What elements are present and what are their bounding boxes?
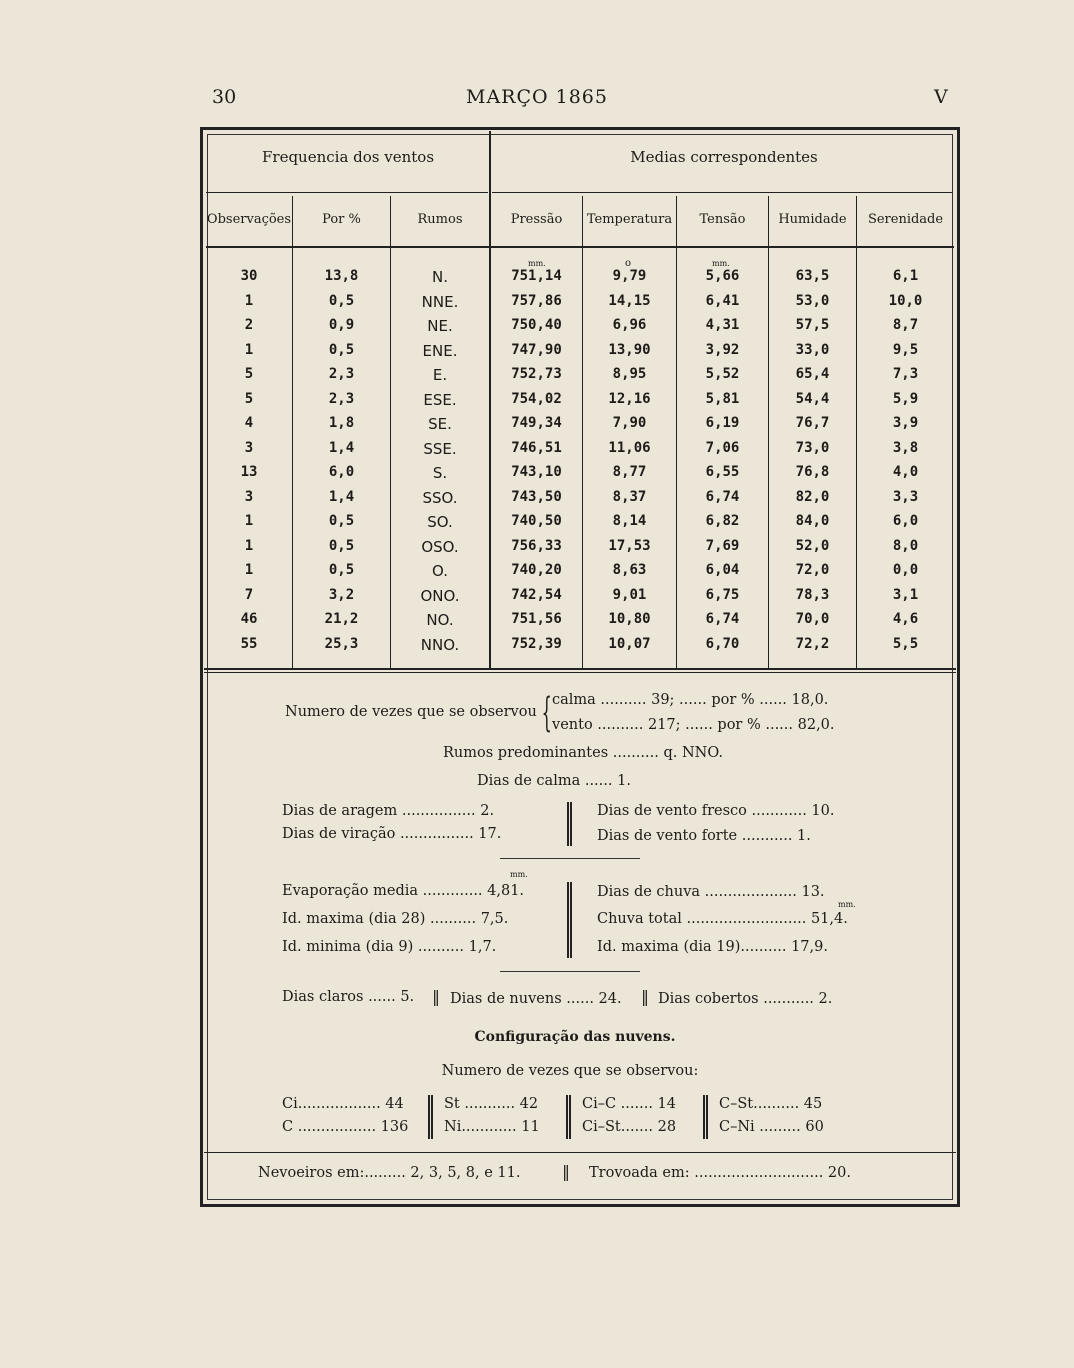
cell-humidade: 82,0 — [795, 488, 830, 505]
header-rule — [206, 246, 954, 248]
cell-observacoes: 7 — [244, 586, 254, 603]
cloud-ci-st: Ci–St....... 28 — [582, 1119, 677, 1135]
cell-tensao: 6,70 — [705, 635, 740, 652]
cell-tensao: 6,55 — [705, 464, 740, 480]
double-rule — [567, 802, 572, 846]
trovoada: Trovoada em: ............................ 20. — [589, 1165, 851, 1181]
cell-temperatura: 11,06 — [608, 439, 651, 456]
evaporacao-minima: Id. minima (dia 9) .......... 1,7. — [282, 939, 497, 955]
chuva-total: Chuva total .......................... 51,4. — [597, 911, 848, 927]
cell-por: 25,3 — [324, 635, 359, 652]
cell-tensao: 6,04 — [705, 562, 740, 578]
cell-humidade: 72,0 — [795, 562, 830, 578]
cell-por: 1,8 — [328, 415, 355, 431]
cell-pressao: 752,39 — [511, 635, 562, 652]
cell-pressao: 751,14 — [511, 268, 562, 284]
col-header-humidade: Humidade — [778, 212, 847, 227]
cell-tensao: 5,52 — [705, 366, 740, 382]
chuva-maxima: Id. maxima (dia 19).......... 17,9. — [597, 939, 828, 955]
dias-chuva: Dias de chuva .................... 13. — [597, 884, 825, 900]
cell-serenidade: 9,5 — [892, 341, 919, 358]
config-subtitle: Numero de vezes que se observou: — [441, 1063, 699, 1079]
cell-por: 6,0 — [328, 464, 355, 480]
dias-nuvens: Dias de nuvens ...... 24. — [450, 991, 622, 1007]
cell-serenidade: 4,0 — [892, 464, 919, 480]
col-header-por: Por % — [322, 212, 361, 227]
double-bar-icon: ‖ — [562, 1162, 570, 1181]
cell-tensao: 6,74 — [705, 488, 740, 505]
cell-pressao: 742,54 — [511, 586, 562, 603]
cell-observacoes: 13 — [240, 464, 258, 480]
double-rule-5 — [703, 1095, 708, 1139]
cloud-c-st: C–St.......... 45 — [719, 1096, 823, 1112]
config-title: Configuração das nuvens. — [474, 1029, 676, 1045]
cell-rumo: SSO. — [422, 488, 458, 507]
cell-pressao: 750,40 — [511, 317, 562, 333]
cell-tensao: 5,66 — [705, 268, 740, 284]
cell-observacoes: 1 — [244, 513, 254, 529]
double-rule-4 — [566, 1095, 571, 1139]
cell-observacoes: 1 — [244, 537, 254, 554]
cell-tensao: 5,81 — [705, 390, 740, 407]
unit-evaporacao: mm. — [510, 870, 528, 879]
cell-serenidade: 0,0 — [892, 562, 919, 578]
col-header-temperatura: Temperatura — [586, 212, 673, 227]
observed-label: Numero de vezes que se observou — [285, 704, 537, 720]
cell-pressao: 756,33 — [511, 537, 562, 554]
cell-temperatura: 6,96 — [612, 317, 647, 333]
cell-rumo: NNE. — [421, 292, 459, 311]
cell-humidade: 57,5 — [795, 317, 830, 333]
cell-temperatura: 8,63 — [612, 562, 647, 578]
cell-por: 3,2 — [328, 586, 355, 603]
col-header-pressao: Pressão — [510, 212, 563, 227]
cell-rumo: O. — [432, 562, 448, 580]
cell-por: 0,5 — [328, 513, 355, 529]
cell-serenidade: 5,9 — [892, 390, 919, 407]
cloud-st: St ........... 42 — [444, 1096, 539, 1112]
cell-temperatura: 8,14 — [612, 513, 647, 529]
double-bar-icon: ‖ — [641, 987, 649, 1006]
cell-serenidade: 5,5 — [892, 635, 919, 652]
cell-pressao: 743,50 — [511, 488, 562, 505]
cell-rumo: E. — [432, 366, 448, 384]
evaporacao-media: Evaporação media ............. 4,81. — [282, 883, 525, 899]
cell-por: 0,5 — [328, 341, 355, 358]
cell-serenidade: 8,7 — [892, 317, 919, 333]
cell-pressao: 740,50 — [511, 513, 562, 529]
cell-rumo: ENE. — [422, 341, 458, 360]
unit-pressure: mm. — [528, 259, 546, 268]
separator-1 — [500, 858, 640, 859]
dias-viracao: Dias de viração ................ 17. — [282, 826, 502, 842]
cell-pressao: 747,90 — [511, 341, 562, 358]
double-rule-3 — [428, 1095, 433, 1139]
dias-vento-forte: Dias de vento forte ........... 1. — [597, 828, 811, 844]
cell-pressao: 749,34 — [511, 415, 562, 431]
cell-temperatura: 13,90 — [608, 341, 651, 358]
cell-observacoes: 1 — [244, 562, 254, 578]
cell-serenidade: 3,9 — [892, 415, 919, 431]
double-bar-icon: ‖ — [432, 987, 440, 1006]
unit-chuva: mm. — [838, 900, 856, 909]
col-header-observacoes: Observações — [206, 212, 292, 227]
cell-rumo: SE. — [428, 415, 452, 433]
dias-cobertos: Dias cobertos ........... 2. — [658, 991, 833, 1007]
cell-humidade: 70,0 — [795, 611, 830, 627]
cell-rumo: NE. — [427, 317, 453, 335]
cell-observacoes: 4 — [244, 415, 254, 431]
cell-observacoes: 5 — [244, 390, 254, 407]
cell-temperatura: 8,77 — [612, 464, 647, 480]
cell-humidade: 72,2 — [795, 635, 830, 652]
cell-humidade: 52,0 — [795, 537, 830, 554]
cloud-c: C ................. 136 — [282, 1119, 409, 1135]
brace-icon: { — [541, 690, 552, 736]
cell-por: 0,9 — [328, 317, 355, 333]
cloud-ci-c: Ci–C ....... 14 — [582, 1096, 677, 1112]
separator-2 — [500, 971, 640, 972]
cell-humidade: 33,0 — [795, 341, 830, 358]
unit-temperature: o — [625, 258, 632, 269]
cloud-ci: Ci.................. 44 — [282, 1096, 404, 1112]
table-frame — [200, 127, 960, 1207]
cell-rumo: S. — [432, 464, 448, 482]
double-rule-2 — [567, 882, 572, 958]
cell-rumo: SSE. — [423, 439, 457, 458]
table-bottom-rule-2 — [204, 672, 956, 673]
cell-humidade: 76,7 — [795, 415, 830, 431]
cell-por: 0,5 — [328, 537, 355, 554]
cell-humidade: 76,8 — [795, 464, 830, 480]
rumos-predominantes: Rumos predominantes .......... q. NNO. — [443, 745, 723, 761]
cell-humidade: 78,3 — [795, 586, 830, 603]
cell-observacoes: 30 — [240, 268, 258, 284]
cell-serenidade: 4,6 — [892, 611, 919, 627]
cell-tensao: 6,19 — [705, 415, 740, 431]
footer-rule — [204, 1152, 956, 1153]
dias-calma: Dias de calma ...... 1. — [477, 773, 631, 789]
table-bottom-rule — [204, 668, 956, 670]
cell-temperatura: 17,53 — [608, 537, 651, 554]
cell-tensao: 3,92 — [705, 341, 740, 358]
dias-claros: Dias claros ...... 5. — [282, 989, 415, 1005]
cell-tensao: 7,06 — [705, 439, 740, 456]
calma-line: calma .......... 39; ...... por % ...... 18,0. — [552, 692, 829, 708]
cell-tensao: 6,75 — [705, 586, 740, 603]
cell-tensao: 6,41 — [705, 292, 740, 309]
page-title: MARÇO 1865 — [466, 86, 608, 108]
cell-humidade: 65,4 — [795, 366, 830, 382]
cell-serenidade: 3,8 — [892, 439, 919, 456]
cell-pressao: 751,56 — [511, 611, 562, 627]
group-header-frequency: Frequencia dos ventos — [261, 148, 435, 166]
cell-rumo: NO. — [426, 611, 454, 629]
cell-por: 1,4 — [328, 439, 355, 456]
dias-aragem: Dias de aragem ................ 2. — [282, 803, 495, 819]
cell-humidade: 54,4 — [795, 390, 830, 407]
cell-pressao: 752,73 — [511, 366, 562, 382]
cell-observacoes: 3 — [244, 488, 254, 505]
cell-humidade: 53,0 — [795, 292, 830, 309]
cell-tensao: 7,69 — [705, 537, 740, 554]
cell-pressao: 743,10 — [511, 464, 562, 480]
cell-pressao: 746,51 — [511, 439, 562, 456]
cell-temperatura: 12,16 — [608, 390, 651, 407]
cell-por: 1,4 — [328, 488, 355, 505]
cell-pressao: 757,86 — [511, 292, 562, 309]
group-header-means: Medias correspondentes — [630, 148, 818, 166]
dias-vento-fresco: Dias de vento fresco ............ 10. — [597, 803, 835, 819]
cell-tensao: 6,74 — [705, 611, 740, 627]
col-header-tensao: Tensão — [699, 212, 746, 227]
cloud-c-ni: C–Ni ......... 60 — [719, 1119, 824, 1135]
cell-serenidade: 3,1 — [892, 586, 919, 603]
cell-rumo: ONO. — [420, 586, 460, 605]
cell-por: 0,5 — [328, 562, 355, 578]
cell-temperatura: 7,90 — [612, 415, 647, 431]
cell-por: 0,5 — [328, 292, 355, 309]
cell-humidade: 73,0 — [795, 439, 830, 456]
cell-serenidade: 8,0 — [892, 537, 919, 554]
cell-tensao: 6,82 — [705, 513, 740, 529]
cell-observacoes: 3 — [244, 439, 254, 456]
cell-rumo: SO. — [427, 513, 453, 531]
cell-observacoes: 46 — [240, 611, 258, 627]
cell-temperatura: 8,95 — [612, 366, 647, 382]
col-header-serenidade: Serenidade — [867, 212, 944, 227]
page-number: 30 — [212, 86, 237, 108]
cell-temperatura: 8,37 — [612, 488, 647, 505]
cell-observacoes: 1 — [244, 292, 254, 309]
cell-rumo: N. — [432, 268, 448, 286]
cell-temperatura: 9,01 — [612, 586, 647, 603]
cell-por: 13,8 — [324, 268, 359, 284]
cell-por: 2,3 — [328, 390, 355, 407]
cell-serenidade: 3,3 — [892, 488, 919, 505]
cell-temperatura: 10,80 — [608, 611, 651, 627]
cell-rumo: NNO. — [420, 635, 460, 654]
cell-por: 2,3 — [328, 366, 355, 382]
cell-observacoes: 2 — [244, 317, 254, 333]
cell-temperatura: 10,07 — [608, 635, 651, 652]
cell-observacoes: 5 — [244, 366, 254, 382]
group-rule-right — [492, 192, 952, 193]
cell-pressao: 754,02 — [511, 390, 562, 407]
vento-line: vento .......... 217; ...... por % ...... 82,0. — [552, 717, 835, 733]
cell-humidade: 84,0 — [795, 513, 830, 529]
cloud-ni: Ni............ 11 — [444, 1119, 540, 1135]
cell-observacoes: 55 — [240, 635, 258, 652]
group-rule-left — [206, 192, 488, 193]
cell-serenidade: 6,1 — [892, 268, 919, 284]
cell-humidade: 63,5 — [795, 268, 830, 284]
cell-temperatura: 9,79 — [612, 268, 647, 284]
evaporacao-maxima: Id. maxima (dia 28) .......... 7,5. — [282, 911, 509, 927]
cell-rumo: OSO. — [421, 537, 459, 556]
cell-por: 21,2 — [324, 611, 359, 627]
cell-pressao: 740,20 — [511, 562, 562, 578]
unit-tension: mm. — [712, 259, 730, 268]
cell-serenidade: 7,3 — [892, 366, 919, 382]
cell-serenidade: 10,0 — [888, 292, 923, 309]
cell-tensao: 4,31 — [705, 317, 740, 333]
cell-rumo: ESE. — [423, 390, 457, 409]
cell-serenidade: 6,0 — [892, 513, 919, 529]
cell-temperatura: 14,15 — [608, 292, 651, 309]
col-header-rumos: Rumos — [417, 212, 463, 227]
cell-observacoes: 1 — [244, 341, 254, 358]
volume-number: V — [934, 86, 948, 108]
nevoeiros: Nevoeiros em:......... 2, 3, 5, 8, e 11. — [258, 1165, 521, 1181]
